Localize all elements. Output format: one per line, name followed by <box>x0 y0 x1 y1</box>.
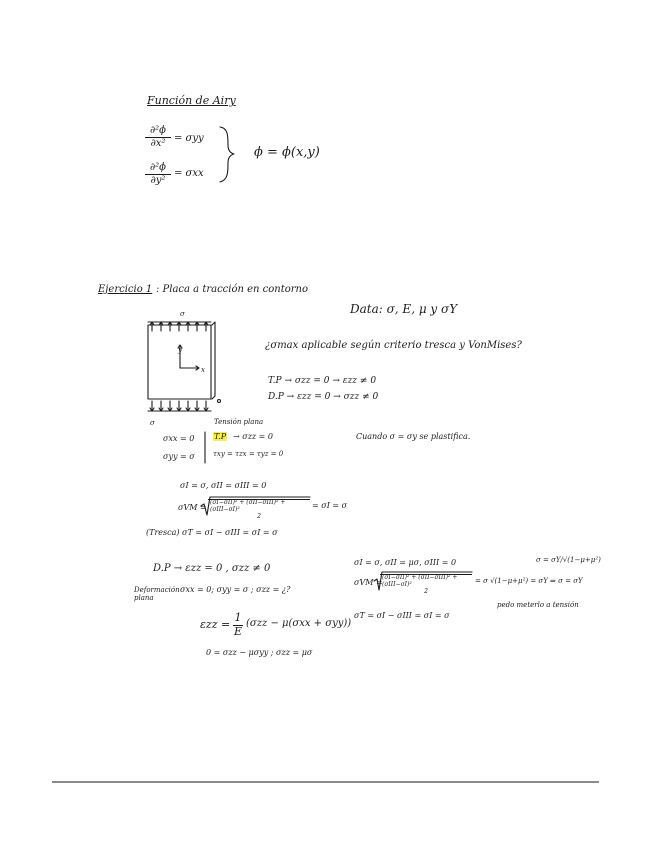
dp-principal-stresses: σI = σ, σII = μσ, σIII = 0 <box>354 558 457 567</box>
ezz-denominator: E <box>233 624 243 638</box>
airy-phi: ϕ = ϕ(x,y) <box>254 145 320 160</box>
airy-title: Función de Airy <box>147 94 236 107</box>
frac1-denominator: ∂x² <box>150 137 166 149</box>
z-marker <box>218 400 221 403</box>
def-plana-note: Deformación plana <box>134 586 180 603</box>
shear-stresses: τxy = τzx = τyz = 0 <box>213 450 284 458</box>
dp-vm-numerator: (σI−σII)² + (σII−σIII)² + (σIII−σI)² <box>380 574 472 589</box>
ezz-rhs: (σzz − μ(σxx + σyy)) <box>246 618 352 629</box>
syy-value: σyy = σ <box>163 452 195 461</box>
dp-vm-rhs: = σ √(1−μ+μ²) = σY ⇒ σ = σY <box>475 577 583 585</box>
question-text: ¿σmax aplicable según criterio tresca y VonMises? <box>265 340 522 351</box>
ezz-numerator: 1 <box>234 611 242 624</box>
vm-lhs: σVM = <box>178 503 207 512</box>
tp-highlight-text: T.P <box>214 432 227 441</box>
airy-eq2-rhs: = σxx <box>174 168 204 179</box>
principal-stresses: σI = σ, σII = σIII = 0 <box>180 481 267 490</box>
airy-brace <box>220 127 234 182</box>
tension-plana-label: Tensión plana <box>214 418 264 426</box>
pedo-note: pedo meterlo a tensión <box>497 601 579 609</box>
tp-eq: → σzz = 0 <box>233 432 274 441</box>
sigma-limit-note: σ = σY/√(1−μ+μ²) <box>536 556 601 564</box>
exercise-subtitle: : Placa a tracción en contorno <box>156 284 308 295</box>
tresca-line: (Tresca) σT = σI − σIII = σI = σ <box>146 528 278 537</box>
ezz-lhs: εzz = <box>200 618 231 631</box>
sxx-value: σxx = 0 <box>163 434 195 443</box>
plastify-note: Cuando σ = σy se plastifica. <box>356 432 471 441</box>
szz-line: 0 = σzz − μσyy ; σzz = μσ <box>206 648 313 657</box>
vm-numerator: (σI−σII)² + (σII−σIII)² + (σIII−σI)² <box>208 499 310 514</box>
dp-vm-denominator: 2 <box>424 587 428 595</box>
dp-line: D.P → εzz = 0 → σzz ≠ 0 <box>268 392 379 402</box>
tp-line: T.P → σzz = 0 → εzz ≠ 0 <box>268 376 377 386</box>
airy-eq1-rhs: = σyy <box>174 133 204 144</box>
dp-vm-radical <box>374 572 472 590</box>
frac2-numerator: ∂²ϕ <box>150 162 166 173</box>
page-divider <box>52 781 599 783</box>
exercise-data: Data: σ, E, μ y σY <box>350 302 458 316</box>
frac1-numerator: ∂²ϕ <box>150 125 166 136</box>
vm-radical <box>201 497 310 515</box>
axis-y-arrow <box>178 345 182 368</box>
diagram-axis-y-label: y <box>178 346 182 354</box>
dp-header: D.P → εzz = 0 , σzz ≠ 0 <box>153 563 271 574</box>
dp-tresca-line: σT = σI − σIII = σI = σ <box>354 611 450 620</box>
vm-denominator: 2 <box>257 512 261 520</box>
diagram-bottom-load-label: σ <box>150 419 155 427</box>
frac2-denominator: ∂y² <box>150 174 166 186</box>
axis-x-arrow <box>180 366 199 370</box>
diagram-axis-x-label: x <box>201 366 205 374</box>
exercise-title: Ejercicio 1 <box>98 284 153 295</box>
diagram-top-load-label: σ <box>180 310 185 318</box>
vm-rhs: = σI = σ <box>312 501 348 510</box>
dp-vm-lhs: σVM = <box>354 578 383 587</box>
dp-stresses: σxx = 0; σyy = σ ; σzz = ¿? <box>180 585 291 594</box>
